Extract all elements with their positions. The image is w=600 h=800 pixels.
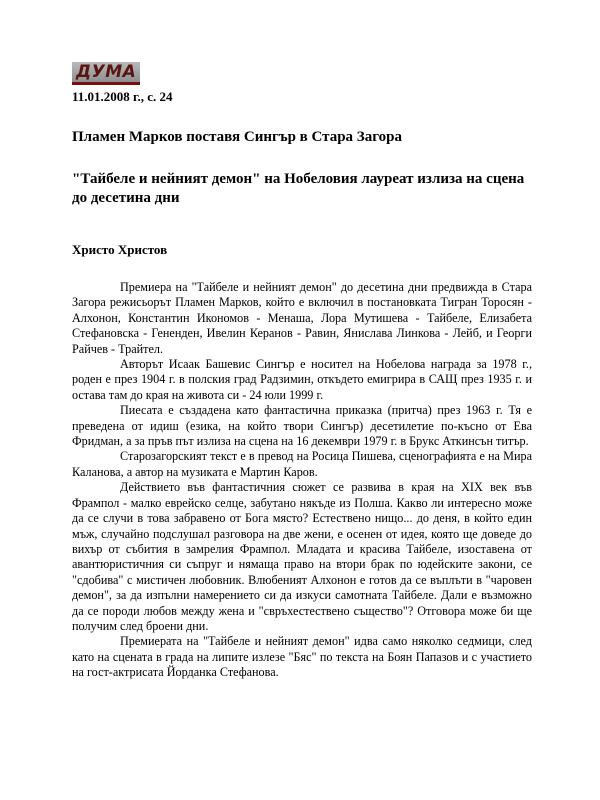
paragraph: Премиера на "Тайбеле и нейният демон" до десетина дни предвижда в Стара Загора режисьорът Пламен Марков, който е включил в постановката Тигран Торосян - Алхонон, Константин Икономов - Менаша, Лора Мутишева - Тайбеле, Елизабета Стефановска - Гененден, Ивелин Керанов - Равин, Янислава Линкова - Лейб, и Георги Райчев - Трайтел. bbox=[72, 280, 532, 356]
article-headline: Пламен Марков поставя Сингър в Стара Загора bbox=[72, 129, 402, 145]
dateline: 11.01.2008 г., с. 24 bbox=[72, 89, 173, 104]
article-page bbox=[72, 62, 532, 681]
paragraph: Премиерата на "Тайбеле и нейният демон" идва само няколко седмици, след като на сцената в града на липите излезе "Бяс" по текста на Боян Папазов и с участието на гост-актрисата Йорданка Стефанова. bbox=[72, 634, 532, 680]
paragraph: Старозагорският текст е в превод на Росица Пишева, сценографията е на Мира Каланова, а автор на музиката е Мартин Каров. bbox=[72, 449, 532, 479]
article-author: Христо Христов bbox=[72, 242, 168, 257]
article-subheadline: "Тайбеле и нейният демон" на Нобеловия лауреат излиза на сцена до десетина дни bbox=[72, 171, 525, 206]
newspaper-logo: ДУМА bbox=[72, 62, 140, 85]
paragraph: Действието във фантастичния сюжет се развива в края на XIX век във Фрампол - малко еврейско селце, забутано някъде из Полша. Какво ли интересно може да се случи в това забравено от Бога място? Естествено нищо... до деня, в който един мъж, случайно подслушал разговора на две жени, е осенен от идея, която ще доведе до вихър от събития в замрелия Фрампол. Младата и красива Тайбеле, изоставена от авантюристичния си съпруг и нямаща право на втори брак по юдейските закони, се "сдобива" с мистичен любовник. Влюбеният Алхонон е готов да се въплъти в "чаровен демон", за да изпълни намерението си да изкуси самотната Тайбеле. Дали е възможно да се породи любов между жена и "свръхестествено същество"? Отговора може би ще получим след броени дни. bbox=[72, 480, 532, 633]
paragraph: Авторът Исаак Башевис Сингър е носител на Нобелова награда за 1978 г., роден е през 1904 г. в полския град Радзимин, откъдето емигрира в САЩ през 1935 г. и остава там до края на живота си - 24 юли 1999 г. bbox=[72, 357, 532, 402]
paragraph: Пиесата е създадена като фантастична приказка (притча) през 1963 г. Тя е преведена от идиш (езика, на който твори Сингър) десетилетие по-късно от Ева Фридман, а за пръв път излиза на сцена на 16 декември 1979 г. в Брукс Аткинсън титър. bbox=[72, 403, 532, 449]
article-body bbox=[72, 280, 532, 681]
